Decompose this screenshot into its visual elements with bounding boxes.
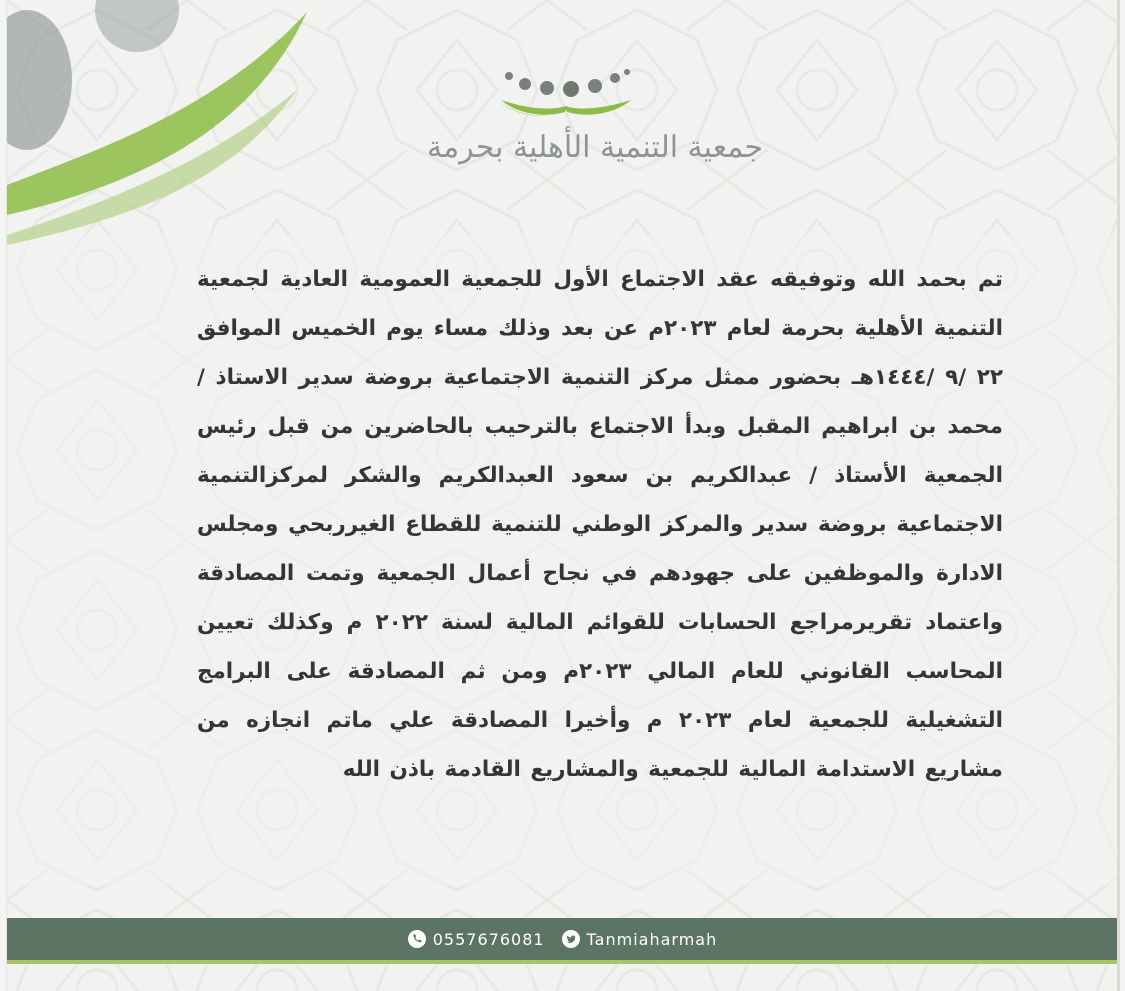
organization-name-text: جمعية التنمية الأهلية بحرمة (427, 130, 764, 165)
logo-mark-icon (495, 58, 635, 122)
twitter-icon (561, 929, 581, 949)
twitter-contact[interactable] (561, 929, 718, 949)
announcement-card (6, 0, 1120, 991)
twitter-handle: Tanmiaharmah (586, 929, 718, 949)
decorative-leaves (7, 0, 327, 250)
phone-number: 0557676081 (432, 929, 545, 949)
announcement-body: تم بحمد الله وتوفيقه عقد الاجتماع الأول للجمعية العمومية العادية لجمعية التنمية الأهلية بحرمة لعام ٢٠٢٣م عن بعد وذلك مساء يوم الخميس الموافق ٢٢ /٩ /١٤٤٤هـ بحضور ممثل مركز التنمية الاجتماعية بروضة سدير الاستاذ / محمد بن ابراهيم المقبل وبدأ الاجتماع بالترحيب بالحاضرين من قبل رئيس الجمعية الأستاذ / عبدالكريم بن سعود العبدالكريم والشكر لمركزالتنمية الاجتماعية بروضة سدير والمركز الوطني للتنمية للقطاع الغيرربحي ومجلس الادارة والموظفين على جهودهم في نجاح أعمال الجمعية وتمت المصادقة واعتماد تقريرمراجع الحسابات للقوائم المالية لسنة ٢٠٢٢ م وكذلك تعيين المحاسب القانوني للعام المالي ٢٠٢٣م ومن ثم المصادقة على البرامج التشغيلية للجمعية لعام ٢٠٢٣ م وأخيرا المصادقة علي ماتم انجازه من مشاريع الاستدامة المالية للجمعية والمشاريع القادمة باذن الله (197, 267, 1004, 782)
footer-contacts (7, 918, 1117, 960)
phone-icon (407, 929, 427, 949)
footer-bar (7, 918, 1117, 960)
organization-logo (427, 58, 764, 188)
phone-contact[interactable] (407, 929, 545, 949)
